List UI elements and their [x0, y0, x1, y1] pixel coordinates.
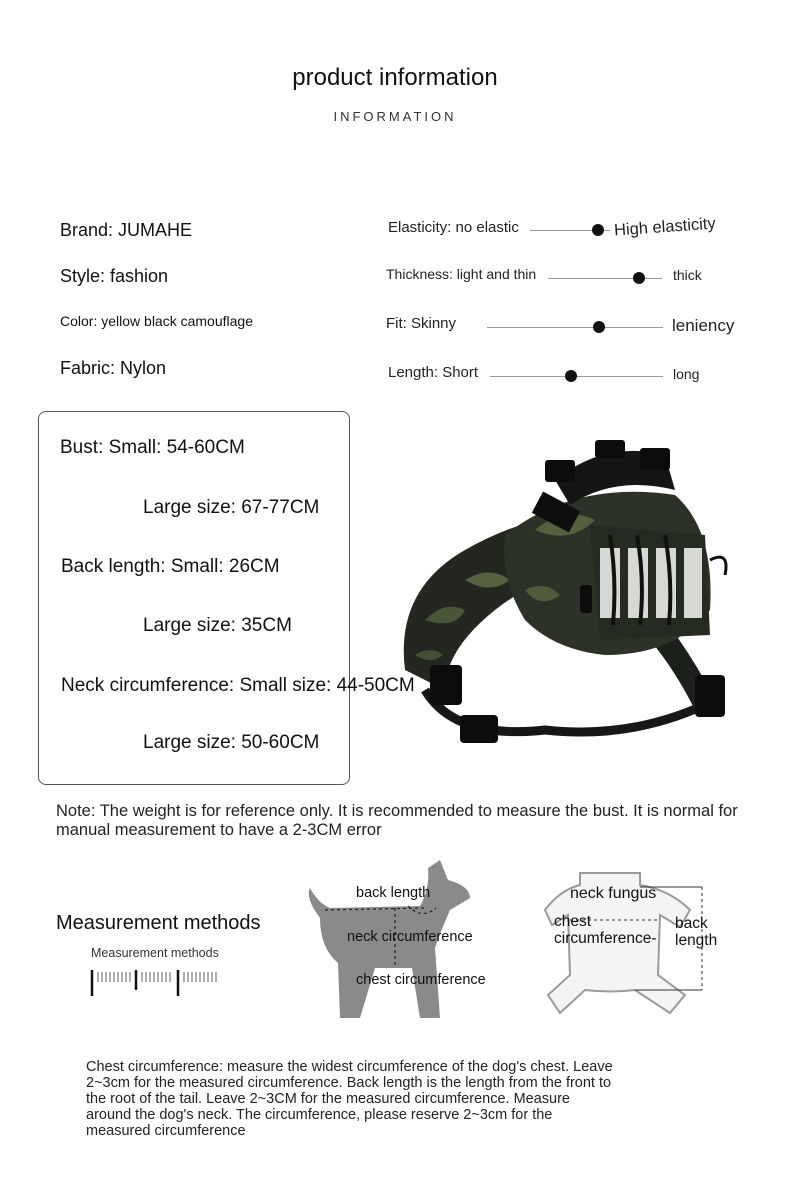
chest-circumference-label: chest circumference — [356, 972, 486, 988]
back-length-label: back length — [356, 885, 431, 901]
harness-product-image — [385, 440, 735, 770]
neck-circumference-label: neck circumference — [347, 929, 473, 945]
brand-spec: Brand: JUMAHE — [60, 220, 193, 240]
length-label: Length: Short — [388, 364, 479, 381]
fit-track — [487, 327, 663, 328]
bust-small-size: Bust: Small: 54-60CM — [60, 437, 245, 458]
garment-back-label-line1: back — [675, 915, 708, 932]
bust-large-size: Large size: 67-77CM — [143, 497, 320, 518]
fit-leniency-label: leniency — [672, 316, 735, 335]
thickness-track — [548, 278, 662, 279]
size-chart-box — [38, 411, 350, 785]
neck-small-size: Neck circumference: Small size: 44-50CM — [61, 675, 415, 696]
garment-chest-label-line2: circumference- — [554, 930, 657, 947]
style-spec: Style: fashion — [60, 266, 169, 286]
elasticity-track — [530, 230, 610, 231]
thickness-label: Thickness: light and thin — [386, 266, 537, 282]
garment-neck-label: neck fungus — [570, 885, 657, 902]
color-spec: Color: yellow black camouflage — [60, 313, 253, 329]
elasticity-high-label: High elasticity — [613, 214, 717, 240]
neck-large-size: Large size: 50-60CM — [143, 732, 320, 753]
garment-back-label-line2: length — [675, 932, 718, 949]
measurement-description: Chest circumference: measure the widest circumference of the dog's chest. Leave 2~3cm for the measured circumference. Back length is the length from the front to the root of the tail. Leave 2~3CM for the measured circumference. Measure around the dog's neck. The circumference, please reserve 2~3cm for the measured circumference — [86, 1059, 613, 1139]
length-long-label: long — [673, 366, 700, 382]
garment-chest-label-line1: chest — [554, 913, 592, 930]
fabric-spec: Fabric: Nylon — [60, 358, 167, 378]
fit-label: Fit: Skinny — [386, 315, 457, 332]
length-track — [490, 376, 663, 377]
measurement-methods-title: Measurement methods — [56, 912, 261, 934]
ruler-icon — [90, 966, 220, 998]
thickness-marker — [633, 272, 645, 284]
measurement-note: Note: The weight is for reference only. It is recommended to measure the bust. It is normal for manual measurement to have a 2-3CM error — [56, 802, 738, 839]
back-small-size: Back length: Small: 26CM — [61, 556, 280, 577]
page-subtitle: INFORMATION — [333, 109, 457, 124]
back-large-size: Large size: 35CM — [143, 615, 292, 636]
length-marker — [565, 370, 577, 382]
page-title: product information — [292, 64, 498, 91]
elasticity-marker — [592, 224, 604, 236]
measurement-methods-subtitle: Measurement methods — [91, 946, 219, 960]
thickness-thick-label: thick — [673, 267, 702, 283]
fit-marker — [593, 321, 605, 333]
elasticity-label: Elasticity: no elastic — [388, 219, 519, 236]
